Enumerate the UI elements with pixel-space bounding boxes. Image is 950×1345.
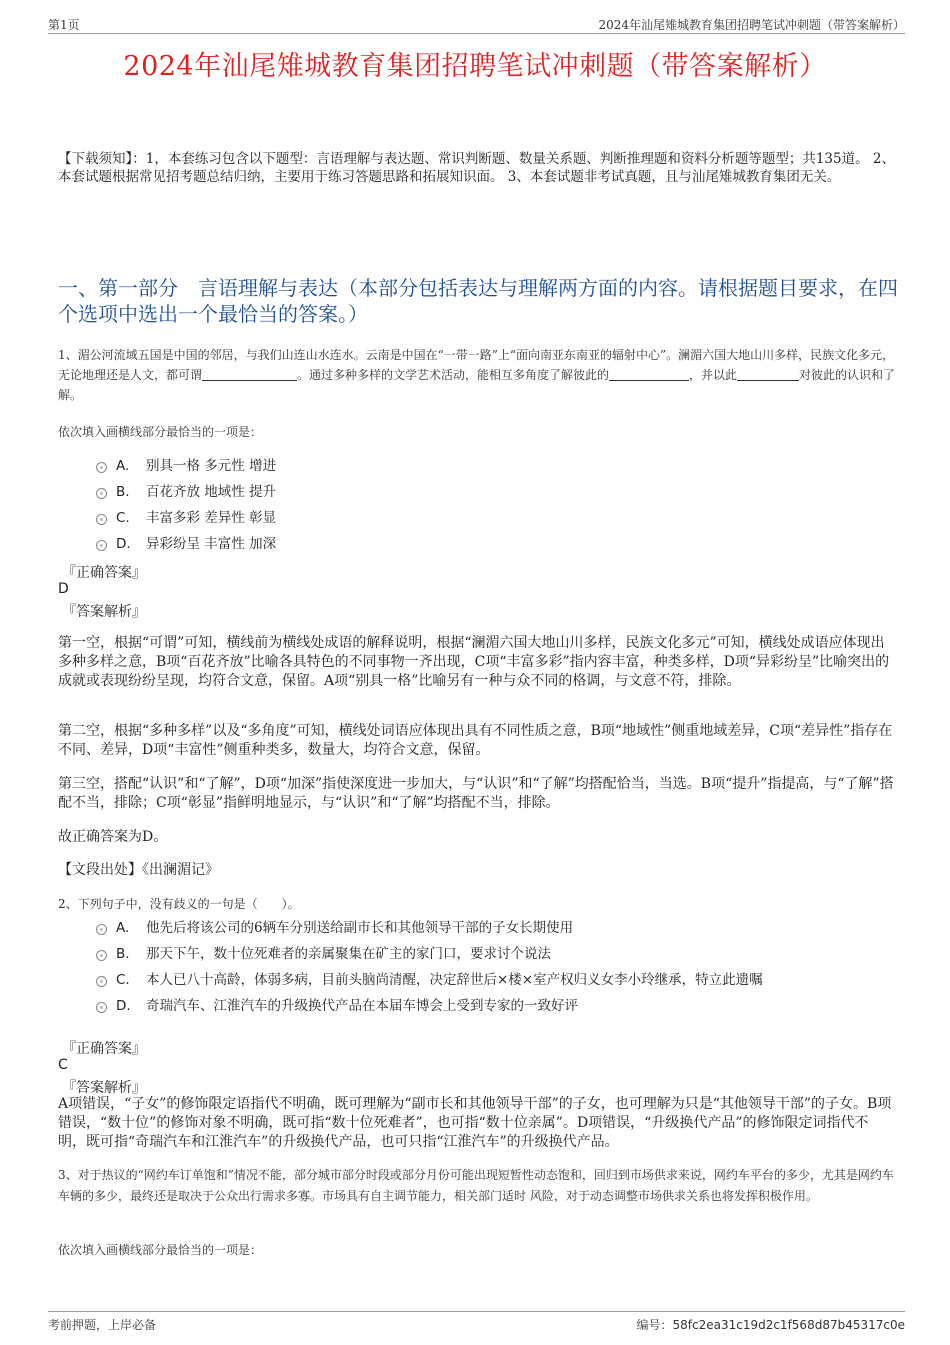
footer-code	[636, 1316, 905, 1333]
radio-icon[interactable]	[96, 514, 107, 525]
radio-icon[interactable]	[96, 924, 107, 935]
analysis-label: 『答案解析』	[62, 604, 146, 620]
analysis-paragraph: A项错误，“子女”的修饰限定语指代不明确，既可理解为“副市长和其他领导干部”的子女，也可理解为只是“其他领导干部”的子女。B项错误，“数十位”的修饰对象不明确，既可指“数十位死难者”，也可指“数十位亲属”。D项错误，“升级换代产品”的修饰限定词指代不明，既可指“奇瑞汽车和江淮汽车”的升级换代产品，也可只指“江淮汽车”的升级换代产品。	[58, 1096, 892, 1150]
radio-icon[interactable]	[96, 976, 107, 987]
radio-icon[interactable]	[96, 462, 107, 473]
fill-blank	[609, 367, 689, 381]
radio-icon[interactable]	[96, 540, 107, 551]
question-2-options	[96, 917, 896, 1021]
option-c[interactable]: C. 丰富多彩 差异性 彰显	[96, 507, 896, 533]
radio-icon[interactable]	[96, 950, 107, 961]
correct-answer-label: 『正确答案』	[62, 1041, 146, 1057]
correct-answer: D	[58, 581, 69, 597]
question-2-text: 2、下列句子中，没有歧义的一句是（ ）。	[58, 897, 300, 911]
correct-answer: C	[58, 1057, 68, 1073]
footer-slogan: 考前押题，上岸必备	[48, 1318, 157, 1332]
header-doc-title: 2024年汕尾雉城教育集团招聘笔试冲刺题（带答案解析）	[598, 18, 905, 32]
analysis-paragraph-3: 第三空，搭配“认识”和“了解”，D项“加深”指使深度进一步加大，与“认识”和“了解”均搭配恰当，当选。B项“提升”指提高，与“了解”搭配不当，排除；C项“彰显”指鲜明地显示，与“认识”和“了解”均搭配不当，排除。	[58, 776, 894, 811]
analysis-label: 『答案解析』	[62, 1080, 146, 1096]
fill-blank	[737, 367, 799, 381]
radio-icon[interactable]	[96, 488, 107, 499]
document-code: 58fc2ea31c19d2c1f568d87b45317c0e	[672, 1318, 905, 1332]
radio-icon[interactable]	[96, 1002, 107, 1013]
question-3-text: 3、对于热议的“网约车订单饱和”情况不能，部分城市部分时段或部分月份可能出现短暂性动态饱和，回归到市场供求来说，网约车平台的多少，尤其是网约车车辆的多少，最终还是取决于公众出行需求多寡。市场具有自主调节能力，相关部门适时 风险，对于动态调整市场供求关系也将发挥积极作用。	[58, 1168, 894, 1203]
option-d[interactable]: D. 异彩纷呈 丰富性 加深	[96, 533, 896, 559]
analysis-conclusion: 故正确答案为D。	[58, 829, 168, 845]
section-heading: 一、第一部分 言语理解与表达（本部分包括表达与理解两方面的内容。请根据题目要求，在四个选项中选出一个最恰当的答案。）	[58, 276, 898, 326]
page-number: 第1页	[48, 18, 80, 32]
option-b[interactable]: B. 那天下午，数十位死难者的亲属聚集在矿主的家门口，要求讨个说法	[96, 943, 896, 969]
question-3-prompt: 依次填入画横线部分最恰当的一项是：	[58, 1243, 263, 1257]
analysis-paragraph-2: 第二空，根据“多种多样”以及“多角度”可知，横线处词语应体现出具有不同性质之意，B项“地域性”侧重地域差异，C项“差异性”指存在不同、差异，D项“丰富性”侧重种类多，数量大，均符合文意，保留。	[58, 723, 893, 758]
correct-answer-label: 『正确答案』	[62, 565, 146, 581]
source-note: 【文段出处】《出澜湄记》	[58, 862, 219, 878]
question-1-options	[96, 455, 896, 559]
analysis-paragraph-1: 第一空，根据“可谓”可知，横线前为横线处成语的解释说明，根据“澜湄六国大地山川多样，民族文化多元”可知，横线处成语应体现出多种多样之意，B项“百花齐放”比喻各具特色的不同事物一齐出现，C项“丰富多彩”指内容丰富，种类多样，D项“异彩纷呈”比喻突出的成就或表现纷纷呈现，均符合文意，保留。A项“别具一格”比喻另有一种与众不同的格调，与文意不符，排除。	[58, 635, 890, 689]
question-1-prompt: 依次填入画横线部分最恰当的一项是：	[58, 425, 263, 439]
code-label: 编号：	[636, 1318, 673, 1332]
option-a[interactable]: A. 他先后将该公司的6辆车分别送给副市长和其他领导干部的子女长期使用	[96, 917, 896, 943]
fill-blank	[202, 367, 297, 381]
option-a[interactable]: A. 别具一格 多元性 增进	[96, 455, 896, 481]
option-b[interactable]: B. 百花齐放 地域性 提升	[96, 481, 896, 507]
question-1-text: 1、湄公河流域五国是中国的邻居，与我们山连山水连水。云南是中国在“一带一路”上“面向南亚东南亚的辐射中心”。澜湄六国大地山川多样，民族文化多元，无论地理还是人文，都可谓 。通过多种多样的文学艺术活动，能相互多角度了解彼此的 ，并以此 对彼此的认识和了解。	[58, 348, 896, 402]
option-c[interactable]: C. 本人已八十高龄，体弱多病，目前头脑尚清醒，决定辞世后×楼×室产权归义女李小玲继承，特立此遗嘱	[96, 969, 896, 995]
page-footer	[48, 1311, 905, 1333]
page-header	[48, 14, 905, 34]
download-notice: 【下载须知】：1，本套练习包含以下题型：言语理解与表达题、常识判断题、数量关系题、判断推理题和资料分析题等题型；共135道。 2、本套试题根据常见招考题总结归纳，主要用于练习答题思路和拓展知识面。 3、本套试题非考试真题，且与汕尾雉城教育集团无关。	[58, 151, 895, 185]
document-title: 2024年汕尾雉城教育集团招聘笔试冲刺题（带答案解析）	[123, 51, 827, 82]
option-d[interactable]: D. 奇瑞汽车、江淮汽车的升级换代产品在本届车博会上受到专家的一致好评	[96, 995, 896, 1021]
